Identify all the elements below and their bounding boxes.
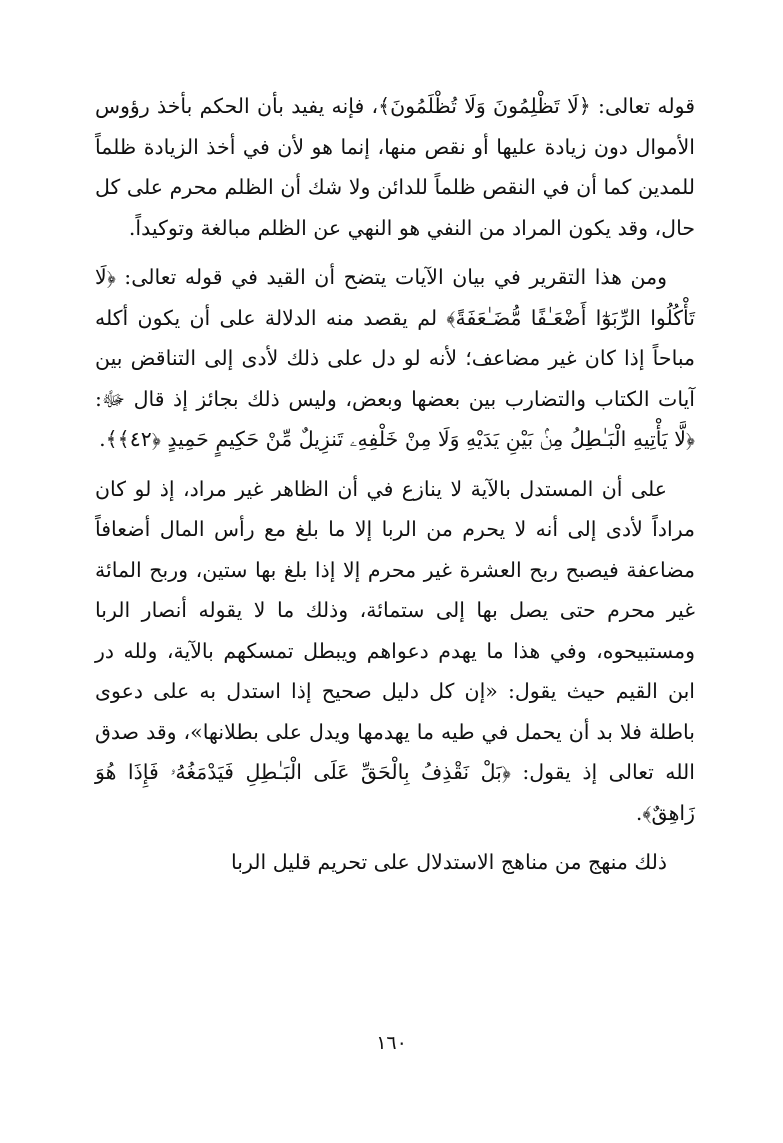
paragraph-4: ذلك منهج من مناهج الاستدلال على تحريم قليل الربا (231, 850, 667, 874)
page-body (95, 86, 695, 883)
page-number: ١٦٠ (376, 1032, 407, 1054)
paragraph-1: قوله تعالى: ﴿لَا تَظْلِمُونَ وَلَا تُظْلَمُونَ﴾، فإنه يفيد بأن الحكم بأخذ رؤوس الأموال دون زيادة عليها أو نقص منها، إنما هو لأن في أخذ الزيادة ظلماً للمدين كما أن في النقص ظلماً للدائن ولا شك أن الظلم محرم على كل حال، وقد يكون المراد من النفي هو النهي عن الظلم مبالغة وتوكيداً. (95, 94, 695, 240)
paragraph-3: على أن المستدل بالآية لا ينازع في أن الظاهر غير مراد، إذ لو كان مراداً لأدى إلى أنه لا يحرم من الربا إلا ما بلغ مع رأس المال أضعافاً مضاعفة فيصبح ربح العشرة غير محرم إلا إذا بلغ بها ستين، وربح المائة غير محرم حتى يصل بها إلى ستمائة، وذلك ما لا يقوله أنصار الربا ومستبيحوه، وفي هذا ما يهدم دعواهم ويبطل تمسكهم بالآية، ولله در ابن القيم حيث يقول: «إن كل دليل صحيح إذا استدل به على دعوى باطلة فلا بد أن يحمل في طيه ما يهدمها ويدل على بطلانها»، وقد صدق الله تعالى إذ يقول: ﴿بَلْ نَقْذِفُ بِالْحَقِّ عَلَى الْبَـٰطِلِ فَيَدْمَغُهُۥ فَإِذَا هُوَ زَاهِقٌ﴾. (95, 476, 695, 825)
paragraph-2: ومن هذا التقرير في بيان الآيات يتضح أن القيد في قوله تعالى: ﴿لَا تَأْكُلُوا الرِّبَوٰٓا أَضْعَـٰفًا مُّضَـٰعَفَةً﴾ لم يقصد منه الدلالة على أن يكون أكله مباحاً إذا كان غير مضاعف؛ لأنه لو دل على ذلك لأدى إلى التناقض بين آيات الكتاب والتضارب بين بعضها وبعض، وليس ذلك بجائز إذ قال ﷻ: ﴿لَّا يَأْتِيهِ الْبَـٰطِلُ مِنۢ بَيْنِ يَدَيْهِ وَلَا مِنْ خَلْفِهِۦ تَنزِيلٌ مِّنْ حَكِيمٍ حَمِيدٍ ﴿٤٢﴾﴾. (95, 265, 695, 451)
